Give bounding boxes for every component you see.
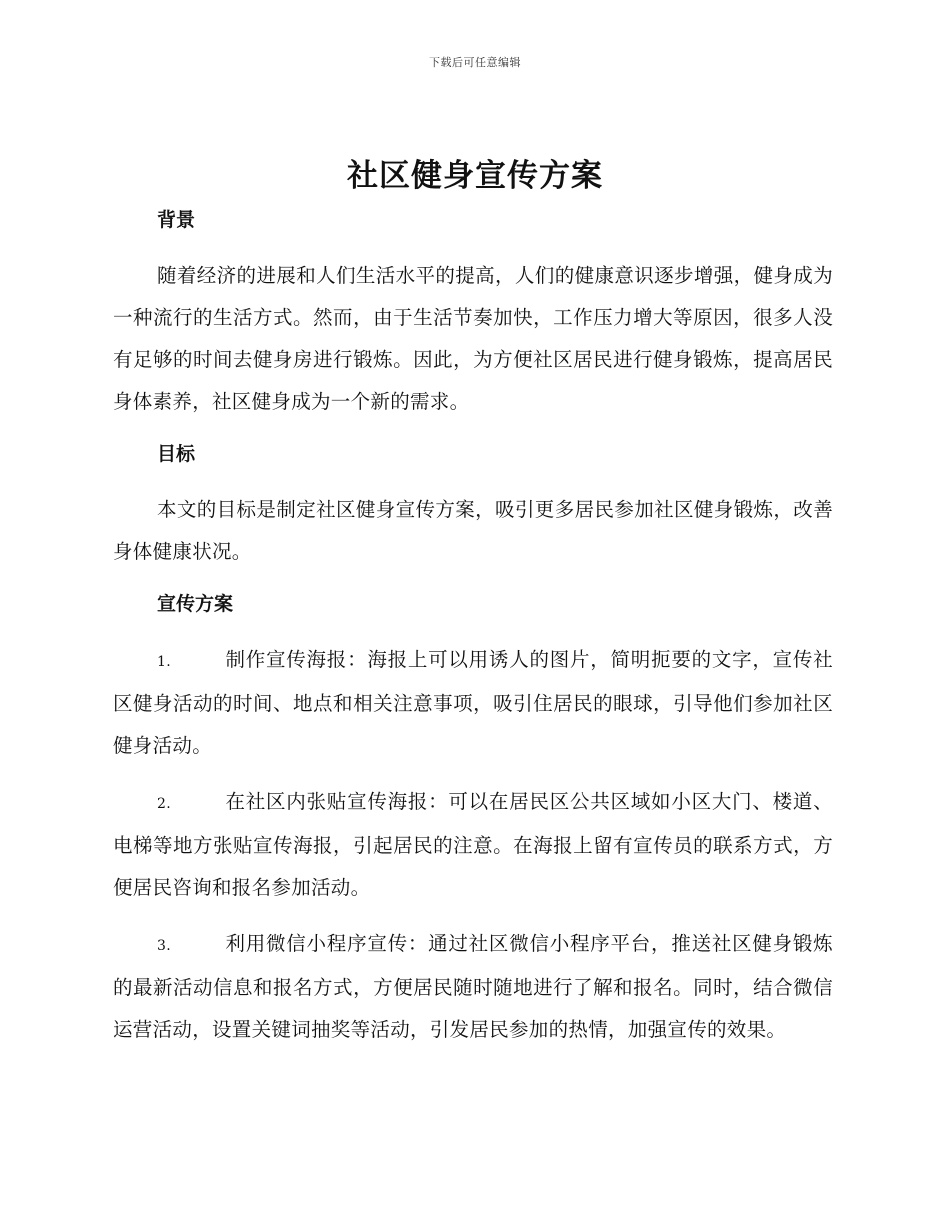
background-paragraph: 随着经济的进展和人们生活水平的提高，人们的健康意识逐步增强，健身成为一种流行的生活方式。然而，由于生活节奏加快，工作压力增大等原因，很多人没有足够的时间去健身房进行锻炼。因此，为方便社区居民进行健身锻炼，提高居民身体素养，社区健身成为一个新的需求。	[113, 264, 833, 413]
list-item-text: 在社区内张贴宣传海报：可以在居民区公共区域如小区大门、楼道、电梯等地方张贴宣传海报，引起居民的注意。在海报上留有宣传员的联系方式，方便居民咨询和报名参加活动。	[113, 790, 833, 899]
document-title: 社区健身宣传方案	[347, 158, 603, 194]
section-heading-background: 背景	[157, 209, 196, 231]
goal-paragraph: 本文的目标是制定社区健身宣传方案，吸引更多居民参加社区健身锻炼，改善身体健康状况。	[113, 498, 833, 563]
section-heading-goal: 目标	[157, 443, 196, 465]
list-item-text: 利用微信小程序宣传：通过社区微信小程序平台，推送社区健身锻炼的最新活动信息和报名方式，方便居民随时随地进行了解和报名。同时，结合微信运营活动，设置关键词抽奖等活动，引发居民参加的热情，加强宣传的效果。	[113, 932, 833, 1041]
section-heading-plan: 宣传方案	[157, 593, 234, 615]
header-note: 下载后可任意编辑	[429, 56, 521, 69]
list-item	[113, 781, 833, 909]
list-item-text: 制作宣传海报：海报上可以用诱人的图片，简明扼要的文字，宣传社区健身活动的时间、地点和相关注意事项，吸引住居民的眼球，引导他们参加社区健身活动。	[113, 648, 833, 757]
list-number: 1.	[157, 654, 171, 670]
list-number: 2.	[157, 796, 171, 812]
list-number: 3.	[157, 938, 171, 954]
list-item	[113, 639, 833, 767]
document-body	[113, 205, 833, 1051]
list-item	[113, 923, 833, 1051]
